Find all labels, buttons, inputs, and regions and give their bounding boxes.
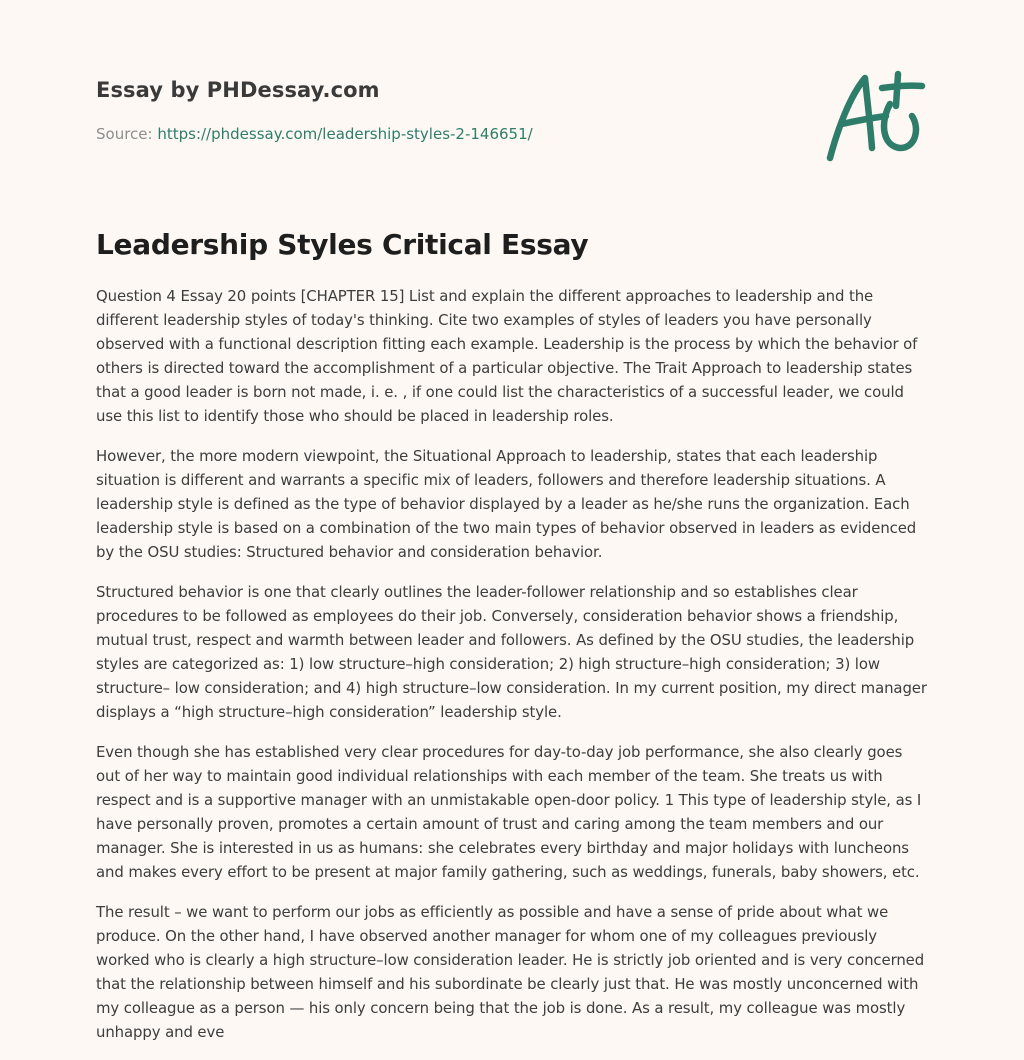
source-label: Source: <box>96 125 158 143</box>
essay-body <box>96 284 928 1060</box>
source-line <box>96 123 696 145</box>
essay-paragraph: However, the more modern viewpoint, the Situational Approach to leadership, states that each leadership situation is different and warrants a specific mix of leaders, followers and therefore leadership situations. A leadership style is defined as the type of behavior displayed by a leader as he/she runs the organization. Each leadership style is based on a combination of the two main types of behavior observed in leaders as evidenced by the OSU studies: Structured behavior and consideration behavior. <box>96 447 917 561</box>
essay-title: Leadership Styles Critical Essay <box>96 228 589 261</box>
a-plus-logo-svg <box>820 66 930 166</box>
source-link[interactable]: https://phdessay.com/leadership-styles-2-146651/ <box>157 125 533 143</box>
a-plus-icon <box>820 66 930 166</box>
page-header <box>96 74 696 145</box>
essay-paragraph: Question 4 Essay 20 points [CHAPTER 15] List and explain the different approaches to leadership and the different leadership styles of today's thinking. Cite two examples of styles of leaders you have personally observed with a functional description fitting each example. Leadership is the process by which the behavior of others is directed toward the accomplishment of a particular objective. The Trait Approach to leadership states that a good leader is born not made, i. e. , if one could list the characteristics of a successful leader, we could use this list to identify those who should be placed in leadership roles. <box>96 287 918 425</box>
site-title: Essay by PHDessay.com <box>96 78 380 102</box>
essay-paragraph: Even though she has established very clear procedures for day-to-day job performance, she also clearly goes out of her way to maintain good individual relationships with each member of the team. She treats us with respect and is a supportive manager with an unmistakable open-door policy. 1 This type of leadership style, as I have personally proven, promotes a certain amount of trust and caring among the team members and our manager. She is interested in us as humans: she celebrates every birthday and major holidays with luncheons and makes every effort to be present at major family gathering, such as weddings, funerals, baby showers, etc. <box>96 743 922 881</box>
essay-paragraph: The result – we want to perform our jobs as efficiently as possible and have a sense of pride about what we produce. On the other hand, I have observed another manager for whom one of my colleagues previously worked who is clearly a high structure–low consideration leader. He is strictly job oriented and is very concerned that the relationship between himself and his subordinate be clearly just that. He was mostly unconcerned with my colleague as a person — his only concern being that the job is done. As a result, my colleague was mostly unhappy and eve <box>96 903 925 1041</box>
essay-paragraph: Structured behavior is one that clearly outlines the leader-follower relationship and so establishes clear procedures to be followed as employees do their job. Conversely, consideration behavior shows a friendship, mutual trust, respect and warmth between leader and followers. As defined by the OSU studies, the leadership styles are categorized as: 1) low structure–high consideration; 2) high structure–high consideration; 3) low structure– low consideration; and 4) high structure–low consideration. In my current position, my direct manager displays a “high structure–high consideration” leadership style. <box>96 583 927 721</box>
